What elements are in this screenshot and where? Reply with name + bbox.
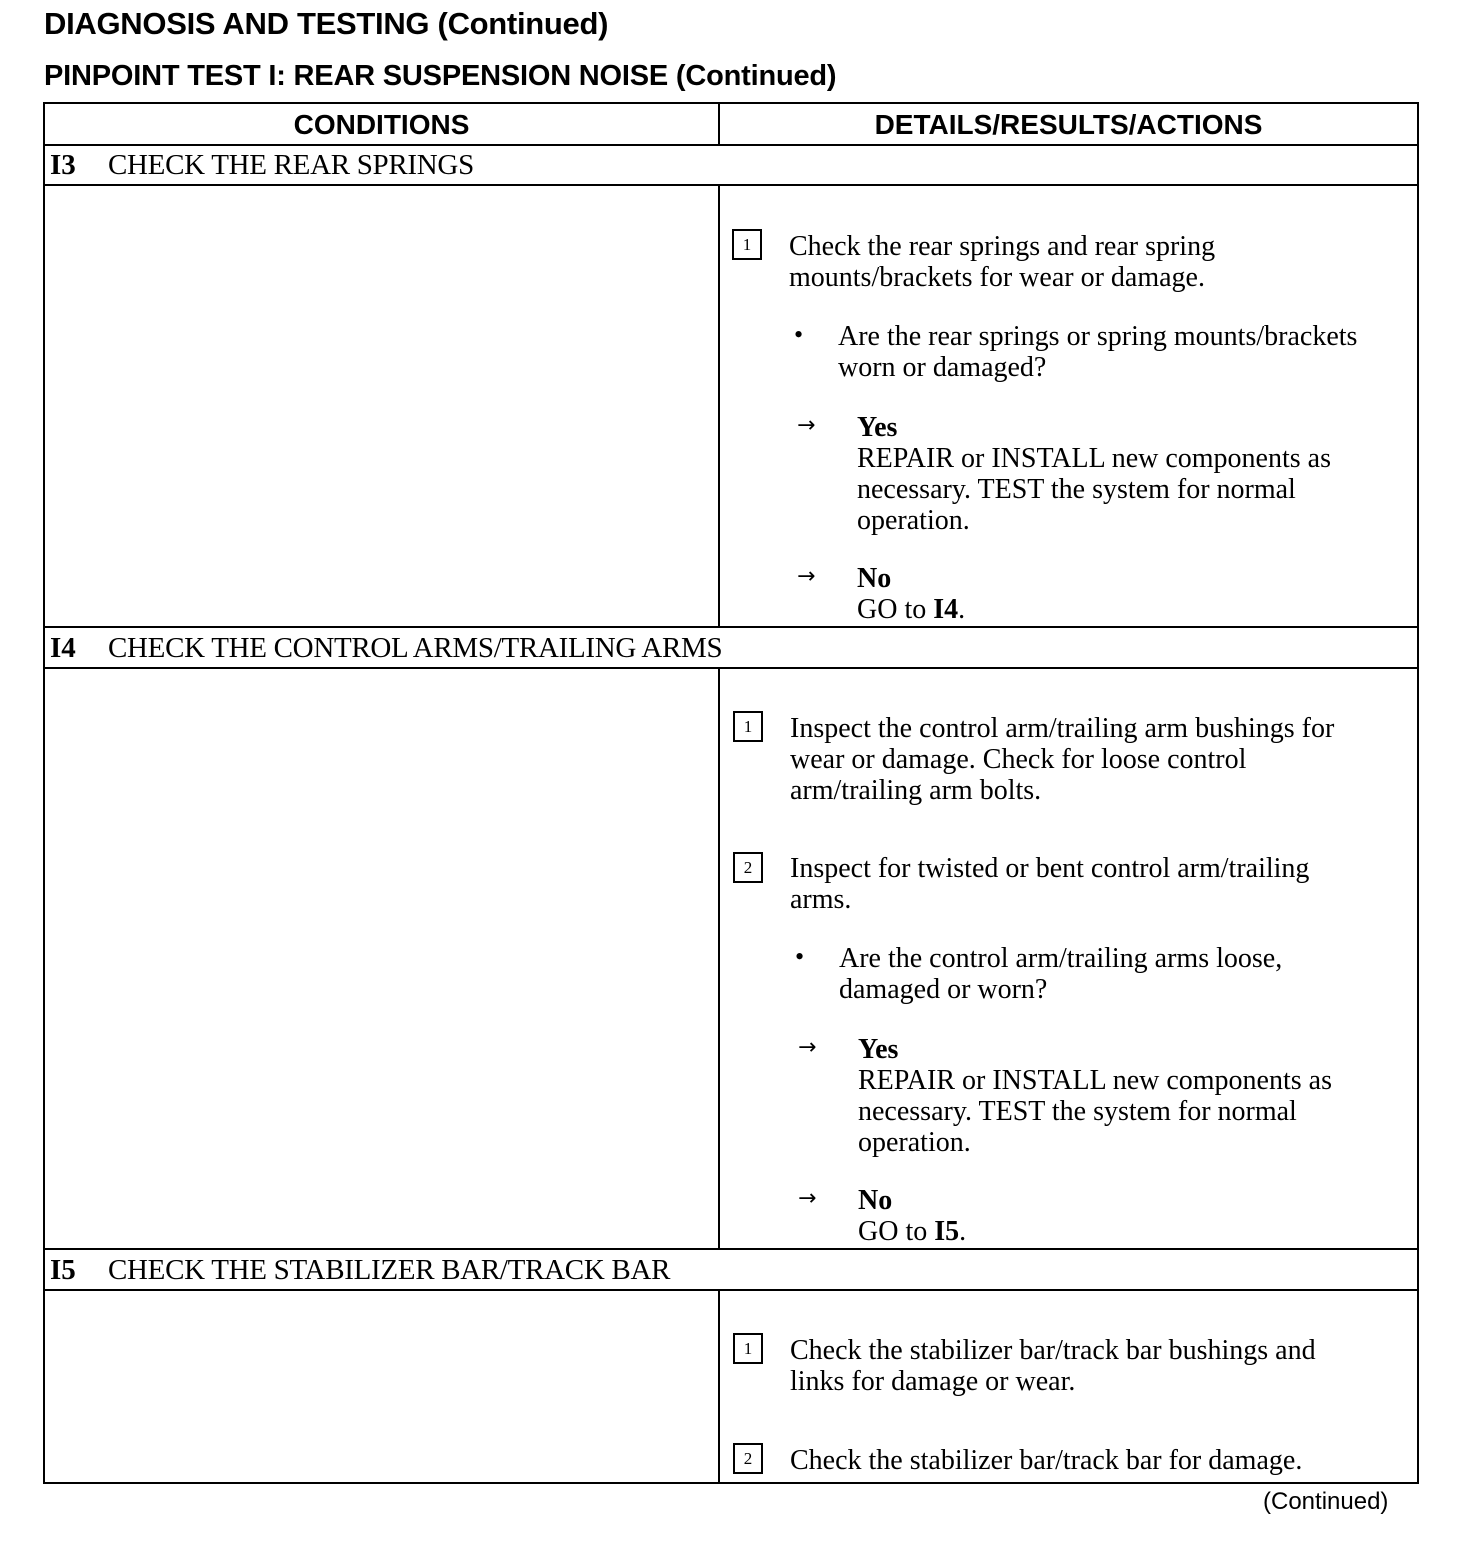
step-reference: I4: [933, 594, 959, 625]
step-number-box: 2: [733, 852, 763, 883]
table-right-border: [1417, 102, 1419, 1484]
continued-note: (Continued): [1263, 1488, 1389, 1515]
arrow-right-icon: →: [798, 1186, 817, 1211]
row-divider: [43, 626, 1419, 628]
arrow-right-icon: →: [797, 413, 816, 438]
step-header-i5: [50, 1251, 670, 1289]
row-divider: [43, 1248, 1419, 1250]
question-text: Are the control arm/trailing arms loose, damaged or worn?: [839, 943, 1283, 1005]
step-number-box: 1: [733, 711, 763, 742]
result-yes: Yes REPAIR or INSTALL new components as necessary. TEST the system for normal operation.: [858, 1034, 1332, 1158]
step-id: I5: [50, 1254, 76, 1286]
result-yes: Yes REPAIR or INSTALL new components as necessary. TEST the system for normal operation.: [857, 412, 1331, 536]
step-header-i4: [50, 629, 722, 667]
column-header-conditions: CONDITIONS: [293, 109, 470, 140]
column-header-details: DETAILS/RESULTS/ACTIONS: [874, 109, 1263, 140]
action-text: Inspect the control arm/trailing arm bushings for wear or damage. Check for loose control arm/trailing arm bolts.: [790, 713, 1335, 806]
column-divider: [718, 184, 720, 627]
row-divider: [43, 1289, 1419, 1291]
table-left-border: [43, 102, 45, 1484]
action-text: Check the stabilizer bar/track bar for damage.: [790, 1445, 1303, 1476]
action-text: Check the rear springs and rear spring mounts/brackets for wear or damage.: [789, 231, 1216, 293]
step-title: CHECK THE STABILIZER BAR/TRACK BAR: [108, 1254, 671, 1286]
table-bottom-border: [43, 1482, 1419, 1484]
table-top-border: [43, 102, 1419, 104]
page-title: DIAGNOSIS AND TESTING (Continued): [44, 6, 609, 41]
question-text: Are the rear springs or spring mounts/brackets worn or damaged?: [838, 321, 1358, 383]
column-divider: [718, 1289, 720, 1483]
action-text: Check the stabilizer bar/track bar bushings and links for damage or wear.: [790, 1335, 1316, 1397]
step-number-box: 1: [732, 229, 762, 260]
result-no: No GO to I4.: [857, 563, 966, 625]
action-text: Inspect for twisted or bent control arm/trailing arms.: [790, 853, 1310, 915]
arrow-right-icon: →: [798, 1035, 817, 1060]
arrow-right-icon: →: [797, 564, 816, 589]
step-reference: I5: [934, 1216, 960, 1247]
step-title: CHECK THE REAR SPRINGS: [108, 149, 474, 181]
step-number-box: 2: [733, 1443, 763, 1474]
bullet-icon: •: [794, 320, 804, 349]
step-id: I4: [50, 632, 76, 664]
bullet-icon: •: [795, 942, 805, 971]
step-header-i3: [50, 146, 474, 184]
step-title: CHECK THE CONTROL ARMS/TRAILING ARMS: [108, 632, 723, 664]
step-id: I3: [50, 149, 76, 181]
column-divider: [718, 667, 720, 1249]
row-divider: [43, 667, 1419, 669]
row-divider: [43, 184, 1419, 186]
test-title: PINPOINT TEST I: REAR SUSPENSION NOISE (Continued): [44, 60, 837, 92]
step-number-box: 1: [733, 1333, 763, 1364]
result-no: No GO to I5.: [858, 1185, 967, 1247]
